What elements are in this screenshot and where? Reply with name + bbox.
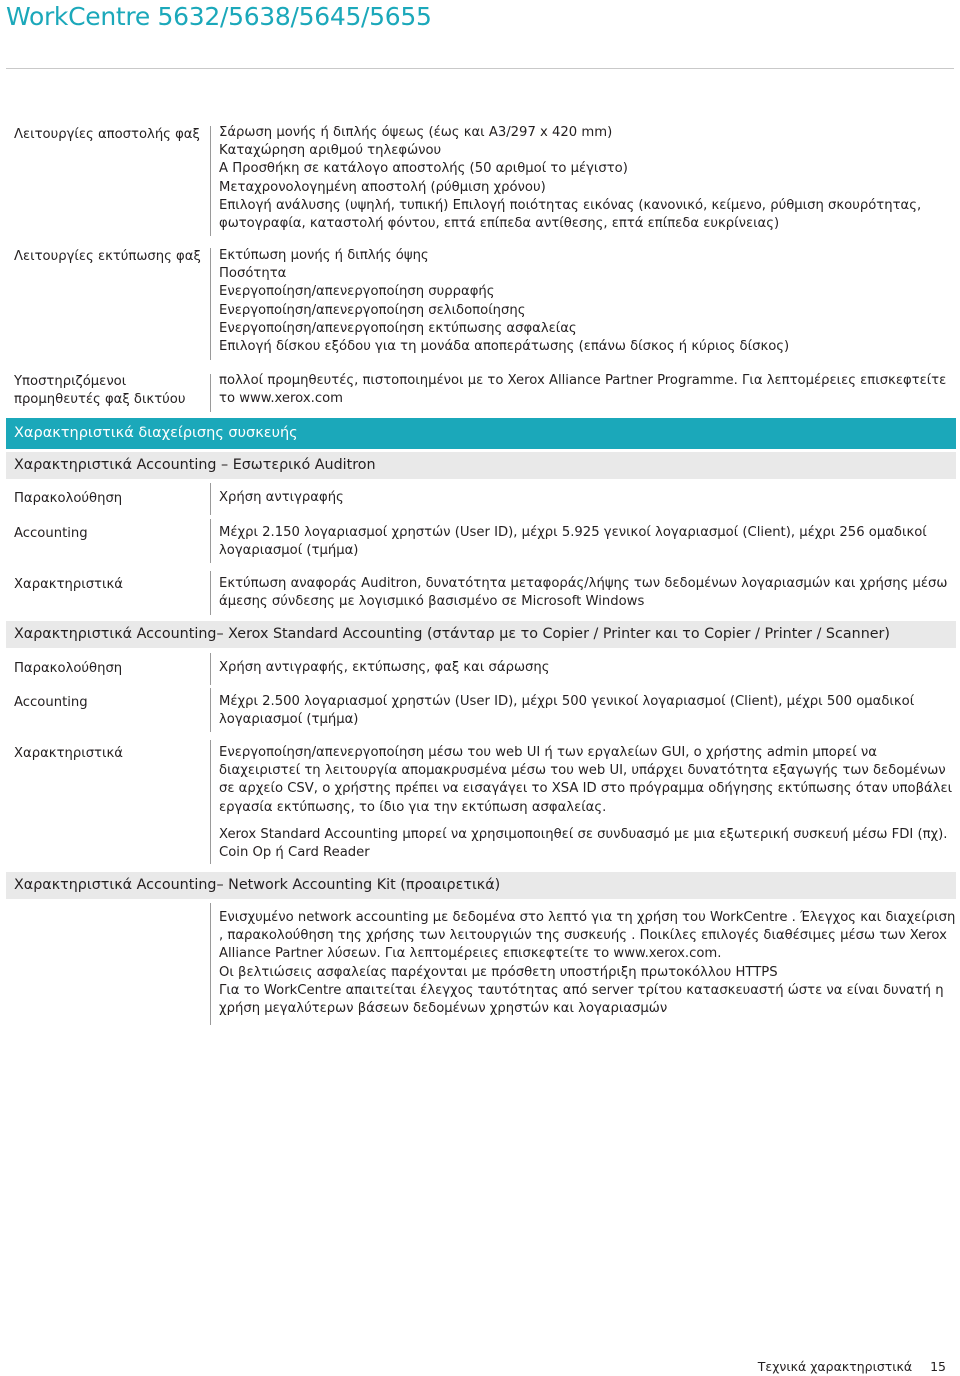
row-value xyxy=(219,693,957,729)
row-label: Παρακολούθηση xyxy=(14,661,123,676)
label-line: Υποστηριζόμενοι xyxy=(14,374,127,389)
footer-section-title: Τεχνικά χαρακτηριστικά xyxy=(757,1359,913,1374)
row-label: Παρακολούθηση xyxy=(14,491,123,506)
value-line: Χρήση αντιγραφής xyxy=(219,490,344,505)
value-line: χρήση μεγαλύτερων βάσεων δεδομένων χρηστών και λογαριασμών xyxy=(219,1001,668,1017)
row-divider xyxy=(210,903,211,1025)
value-line: Xerox Standard Accounting μπορεί να χρησιμοποιηθεί σε συνδυασμό με μια εξωτερική συσκευή μέσω FDI (πχ). xyxy=(219,826,948,842)
value-line: Ποσότητα xyxy=(219,266,287,282)
row-divider xyxy=(210,653,211,685)
value-line: Για το WorkCentre απαιτείται έλεγχος ταυτότητας από server τρίτου κατασκευαστή ώστε να είναι δυνατή η xyxy=(219,982,944,998)
row-label: Accounting xyxy=(14,526,88,541)
row-label: Χαρακτηριστικά xyxy=(14,746,123,761)
value-line: Ενεργοποίηση/απενεργοποίηση συρραφής xyxy=(219,284,495,300)
row-label: Χαρακτηριστικά xyxy=(14,577,123,592)
row-value xyxy=(219,489,957,507)
value-line: Καταχώρηση αριθμού τηλεφώνου xyxy=(219,143,442,159)
value-line: Οι βελτιώσεις ασφαλείας παρέχονται με πρόσθετη υποστήριξη πρωτοκόλλου HTTPS xyxy=(219,964,778,980)
value-line: Μέχρι 2.150 λογαριασμοί χρηστών (User ID), μέχρι 5.925 γενικοί λογαριασμοί (Client), μέχρι 256 ομαδικοί xyxy=(219,525,927,540)
value-line: λογαριασμοί (τμήμα) xyxy=(219,712,359,728)
value-line: Ενισχυμένο network accounting με δεδομένα στο λεπτό για τη χρήση του WorkCentre . Έλεγχος και διαχείριση xyxy=(219,910,956,925)
network-accounting-section-heading: Χαρακτηριστικά Accounting– Network Accounting Kit (προαιρετικά) xyxy=(6,872,956,899)
row-value xyxy=(219,524,957,560)
row-label xyxy=(14,373,209,408)
row-value xyxy=(219,659,957,677)
value-line: διαχειριστεί τη λειτουργία απομακρυσμένα μέσω του web UI, υπάρχει δυνατότητα εξαγωγής των δεδομένων xyxy=(219,763,946,779)
value-line: Εκτύπωση αναφοράς Auditron, δυνατότητα μεταφοράς/λήψης των δεδομένων λογαριασμών και χρήσης μέσω xyxy=(219,576,948,591)
row-label: Accounting xyxy=(14,695,88,710)
row-value xyxy=(219,247,957,356)
row-divider xyxy=(210,126,211,236)
row-divider xyxy=(210,248,211,360)
row-value xyxy=(219,909,957,1018)
value-line: Alliance Partner λύσεων. Για λεπτομέρειες επισκεφτείτε το www.xerox.com. xyxy=(219,946,722,962)
row-value xyxy=(219,124,957,233)
device-management-heading: Χαρακτηριστικά διαχείρισης συσκευής xyxy=(6,418,956,449)
value-line: , παρακολούθηση της χρήσης των λειτουργιών της συσκευής . Ποικίλες επιλογές διαθέσιμες μέσω των Xerox xyxy=(219,928,947,944)
value-line: σε αρχείο CSV, ο χρήστης πρέπει να εισαγάγει το XSA ID στο πρόγραμμα οδήγησης εκτύπωσης όταν υποβάλει xyxy=(219,781,953,797)
row-divider xyxy=(210,483,211,515)
auditron-section-heading: Χαρακτηριστικά Accounting – Εσωτερικό Auditron xyxy=(6,452,956,479)
standard-accounting-section-heading: Χαρακτηριστικά Accounting– Xerox Standard Accounting (στάνταρ με το Copier / Printer και το Copier / Printer / Scanner) xyxy=(6,621,956,648)
page-footer xyxy=(758,1359,946,1374)
value-line: Ενεργοποίηση/απενεργοποίηση σελιδοποίησης xyxy=(219,302,526,318)
value-line: φωτογραφία, καταστολή φόντου, επτά επίπεδα αντίθεσης, επτά επίπεδα ευκρίνειας) xyxy=(219,216,780,232)
page-number: 15 xyxy=(930,1359,946,1374)
value-line: Επιλογή δίσκου εξόδου για τη μονάδα αποπεράτωσης (επάνω δίσκος ή κύριος δίσκος) xyxy=(219,339,790,355)
value-line: Α Προσθήκη σε κατάλογο αποστολής (50 αριθμοί το μέγιστο) xyxy=(219,161,628,177)
value-line: πολλοί προμηθευτές, πιστοποιημένοι με το Xerox Alliance Partner Programme. Για λεπτομέρειες επισκεφτείτε xyxy=(219,373,947,388)
row-divider xyxy=(210,571,211,615)
value-line: εργασία εκτύπωσης, το ίδιο για την εκτύπωση ασφαλείας. xyxy=(219,799,607,815)
row-value xyxy=(219,575,957,611)
value-line: Επιλογή ανάλυσης (υψηλή, τυπική) Επιλογή ποιότητας εικόνας (κανονικό, κείμενο, ρύθμιση σκουρότητας, xyxy=(219,197,922,213)
value-line: άμεσης σύνδεσης με λογισμικό βασισμένο σε Microsoft Windows xyxy=(219,594,645,610)
value-line: το www.xerox.com xyxy=(219,391,344,407)
label-line: προμηθευτές φαξ δικτύου xyxy=(14,391,186,407)
value-line: Ενεργοποίηση/απενεργοποίηση εκτύπωσης ασφαλείας xyxy=(219,320,577,336)
value-line: λογαριασμοί (τμήμα) xyxy=(219,543,359,559)
row-divider xyxy=(210,740,211,864)
value-line: Μέχρι 2.500 λογαριασμοί χρηστών (User ID), μέχρι 500 γενικοί λογαριασμοί (Client), μέχρι 500 ομαδικοί xyxy=(219,694,915,709)
row-value xyxy=(219,372,957,408)
value-line: Χρήση αντιγραφής, εκτύπωσης, φαξ και σάρωσης xyxy=(219,660,550,675)
row-label: Λειτουργίες αποστολής φαξ xyxy=(14,127,200,142)
row-value xyxy=(219,744,957,862)
value-line: Μεταχρονολογημένη αποστολή (ρύθμιση χρόνου) xyxy=(219,179,546,195)
top-divider xyxy=(6,68,954,69)
value-line: Σάρωση μονής ή διπλής όψεως (έως και A3/297 x 420 mm) xyxy=(219,125,613,140)
value-line: Coin Op ή Card Reader xyxy=(219,845,370,861)
row-label: Λειτουργίες εκτύπωσης φαξ xyxy=(14,249,201,264)
page-title: WorkCentre 5632/5638/5645/5655 xyxy=(6,2,432,31)
row-divider xyxy=(210,519,211,563)
value-line: Εκτύπωση μονής ή διπλής όψης xyxy=(219,248,429,263)
row-divider xyxy=(210,688,211,732)
value-line: Ενεργοποίηση/απενεργοποίηση μέσω του web UI ή των εργαλείων GUI, ο χρήστης admin μπορεί να xyxy=(219,745,877,760)
row-divider xyxy=(210,374,211,412)
